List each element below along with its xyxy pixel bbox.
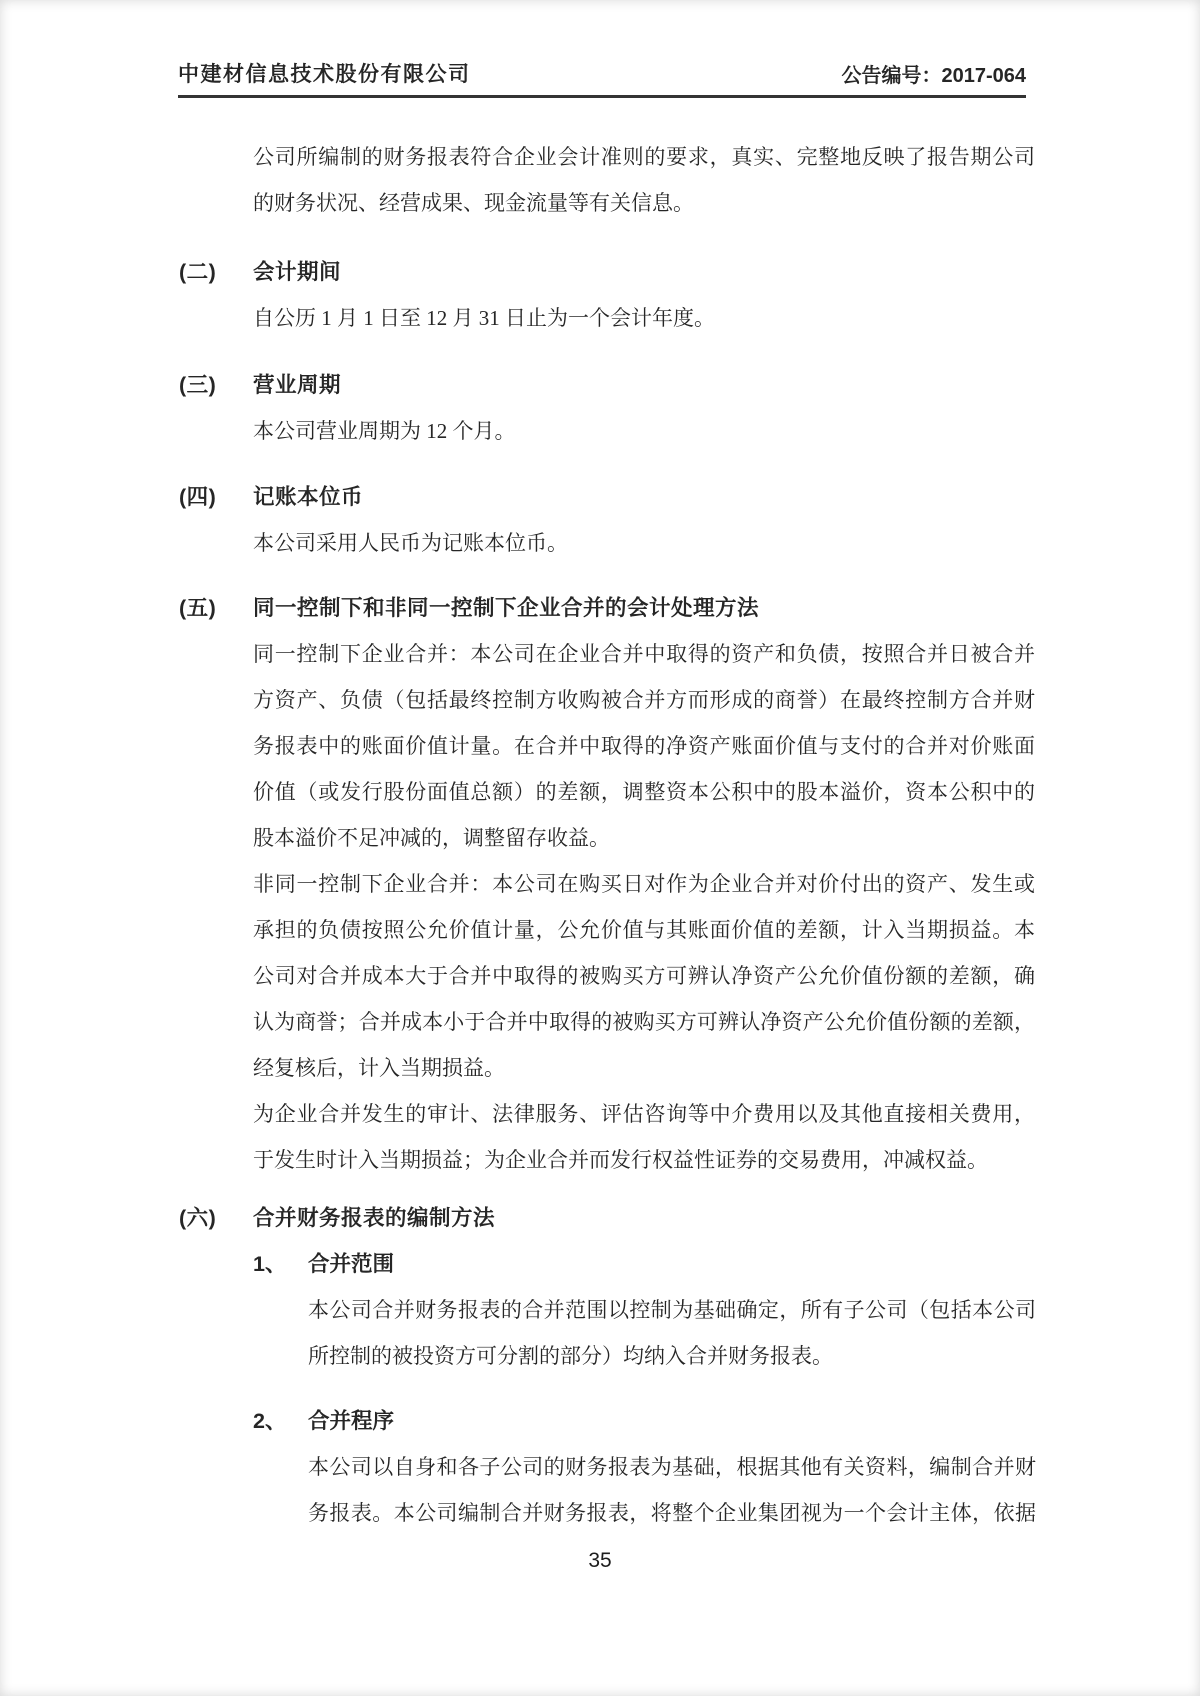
section-number: (五): [179, 596, 217, 620]
section-heading: [179, 585, 1036, 631]
paragraph-line: 承担的负债按照公允价值计量，公允价值与其账面价值的差额，计入当期损益。本: [253, 918, 1035, 942]
section-heading: [179, 474, 1036, 520]
subsection-consolidation-scope: [253, 1241, 1036, 1379]
paragraph: [253, 631, 1035, 861]
paragraph-line: 本公司营业周期为 12 个月。: [253, 419, 516, 443]
section-heading: [179, 362, 1036, 408]
section-consolidated-statements-method: [179, 1195, 1036, 1536]
subsection-number: 1、: [253, 1252, 287, 1276]
section-number: (三): [179, 373, 217, 397]
paragraph: [308, 1287, 1036, 1379]
paragraph: [253, 520, 1035, 566]
paragraph: [253, 1091, 1035, 1183]
section-intro-financial-statements: [179, 134, 1036, 226]
section-accounting-period: [179, 249, 1036, 341]
subsection-title: 合并程序: [308, 1409, 395, 1433]
paragraph-line: 价值（或发行股份面值总额）的差额，调整资本公积中的股本溢价，资本公积中的: [253, 780, 1035, 804]
section-functional-currency: [179, 474, 1036, 566]
paragraph: [253, 295, 1035, 341]
paragraph-line: 本公司采用人民币为记账本位币。: [253, 531, 568, 555]
paragraph: [253, 861, 1035, 1091]
paragraph-line: 认为商誉；合并成本小于合并中取得的被购买方可辨认净资产公允价值份额的差额，: [253, 1010, 1035, 1034]
announcement-number-label: 公告编号：: [841, 65, 942, 87]
section-heading: [179, 1195, 1036, 1241]
paragraph-line: 为企业合并发生的审计、法律服务、评估咨询等中介费用以及其他直接相关费用，: [253, 1102, 1035, 1126]
paragraph-line: 经复核后，计入当期损益。: [253, 1056, 505, 1080]
paragraph-line: 于发生时计入当期损益；为企业合并而发行权益性证券的交易费用，冲减权益。: [253, 1148, 988, 1172]
paragraph-line: 同一控制下企业合并：本公司在企业合并中取得的资产和负债，按照合并日被合并: [253, 642, 1035, 666]
paragraph-line: 所控制的被投资方可分割的部分）均纳入合并财务报表。: [308, 1344, 833, 1368]
announcement-number-value: 2017-064: [941, 65, 1026, 87]
page-header: [178, 58, 1026, 98]
paragraph: [253, 134, 1035, 226]
paragraph-line: 公司所编制的财务报表符合企业会计准则的要求，真实、完整地反映了报告期公司: [253, 145, 1035, 169]
subsection-heading: [253, 1398, 1036, 1444]
paragraph: [253, 408, 1035, 454]
subsection-consolidation-procedure: [253, 1398, 1036, 1536]
paragraph-line: 的财务状况、经营成果、现金流量等有关信息。: [253, 191, 694, 215]
section-number: (二): [179, 260, 217, 284]
subsection-title: 合并范围: [308, 1252, 395, 1276]
paragraph-line: 非同一控制下企业合并：本公司在购买日对作为企业合并对价付出的资产、发生或: [253, 872, 1035, 896]
section-heading: [179, 249, 1036, 295]
section-number: (四): [179, 485, 217, 509]
paragraph-line: 股本溢价不足冲减的，调整留存收益。: [253, 826, 610, 850]
paragraph: [308, 1444, 1036, 1536]
paragraph-line: 方资产、负债（包括最终控制方收购被合并方而形成的商誉）在最终控制方合并财: [253, 688, 1035, 712]
paragraph-line: 务报表。本公司编制合并财务报表，将整个企业集团视为一个会计主体，依据: [308, 1501, 1036, 1525]
section-number: (六): [179, 1206, 217, 1230]
paragraph-line: 本公司以自身和各子公司的财务报表为基础，根据其他有关资料，编制合并财: [308, 1455, 1036, 1479]
section-title: 同一控制下和非同一控制下企业合并的会计处理方法: [253, 596, 760, 620]
section-business-combination-accounting: [179, 585, 1036, 1183]
paragraph-line: 务报表中的账面价值计量。在合并中取得的净资产账面价值与支付的合并对价账面: [253, 734, 1035, 758]
paragraph-line: 本公司合并财务报表的合并范围以控制为基础确定，所有子公司（包括本公司: [308, 1298, 1036, 1322]
section-title: 营业周期: [253, 373, 342, 397]
subsection-heading: [253, 1241, 1036, 1287]
announcement-number: [841, 59, 1026, 88]
section-title: 记账本位币: [253, 485, 364, 509]
paragraph-line: 公司对合并成本大于合并中取得的被购买方可辨认净资产公允价值份额的差额，确: [253, 964, 1035, 988]
page-number: 35: [588, 1549, 612, 1572]
document-body: [179, 134, 1036, 1536]
paragraph-line: 自公历 1 月 1 日至 12 月 31 日止为一个会计年度。: [253, 306, 715, 330]
company-name: 中建材信息技术股份有限公司: [178, 62, 471, 86]
subsection-number: 2、: [253, 1409, 287, 1433]
section-title: 合并财务报表的编制方法: [253, 1206, 496, 1230]
section-title: 会计期间: [253, 260, 342, 284]
section-operating-cycle: [179, 362, 1036, 454]
